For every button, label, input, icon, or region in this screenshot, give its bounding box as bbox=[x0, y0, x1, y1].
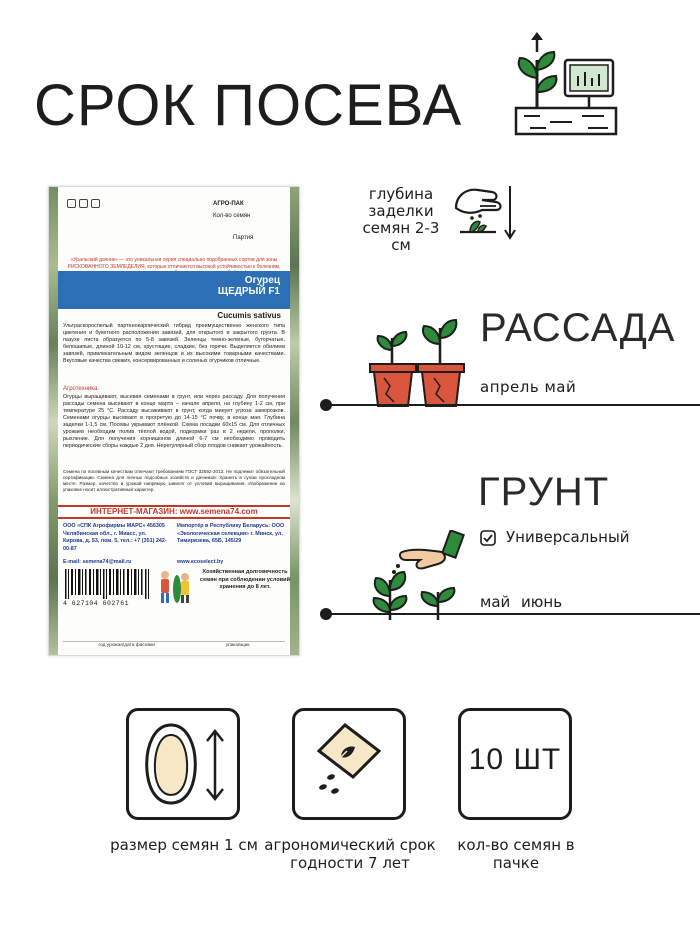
seed-count-caption: кол-во семян в пачке bbox=[457, 836, 575, 872]
packet-shop-link: ИНТЕРНЕТ-МАГАЗИН: www.semena74.com bbox=[58, 505, 290, 519]
packet-standard: Семена по посевным качествам отвечают требованиям ГОСТ 32592-2013. Не подлежит обязательной сертификации. Семена для личных подсобных хозяйств и дачников. Хранить в сухом прохладном месте. Размер, качество и урожай напрямую зависят от условий выращивания. Изображение на упаковке носит иллюстративный характер. bbox=[63, 469, 285, 492]
shelf-life-card bbox=[292, 708, 406, 820]
hand-planting-icon bbox=[368, 530, 466, 622]
timeline-dot bbox=[320, 399, 332, 411]
grunt-months: май июнь bbox=[480, 593, 563, 611]
packet-count-label: Кол-во семян bbox=[213, 213, 251, 219]
packet-barcode-number: 4 627104 602761 bbox=[63, 600, 130, 607]
packet-intro: «Уральский дачник» — это уникальная серия специально подобранных сортов для зоны РИСКОВАННОГО ЗЕМЛЕДЕЛИЯ, которые отличаются высокой устойчивостью к болезням, bbox=[67, 257, 281, 270]
packet-recycle-icons bbox=[67, 199, 100, 208]
packet-name-line2: ЩЕДРЫЙ F1 bbox=[217, 286, 280, 297]
seed-count-card bbox=[458, 708, 572, 820]
rassada-months: апрель май bbox=[480, 378, 577, 396]
packet-agro-text: Огурцы выращивают, высевая семенами в грунт, или через рассаду. Для получения рассады семена высевают в конце марта – начале апреля, на глубину 1-2 см, при температуре 25 °С. Рассаду высаживают в грунт, когда минует угроза заморозков. Семенами огурцы высевают в прогретую до 14-15 °С почву, в конце мая. Глубина заделки 1-1,5 см. Посевы укрывают плёнкой. Схема посадки 60х15 см. Для отличных урожаев необходим полив тёплой водой, подкормки раз в 2 недели, прополки, рыхление. Для получения корнишонов длиной 6-7 см необходимо проводить периодические сборы каждые 2 дня. Нерегулярный сбор плодов снижает урожайность. bbox=[63, 394, 285, 449]
packet-address-right: Импортёр в Республику Беларусь: ООО «Экологическая селекция» г. Минск, ул. Тимирязева, 65Б, 145/29 bbox=[177, 523, 285, 544]
packet-header bbox=[63, 195, 285, 255]
sowing-time-hero-icon bbox=[510, 30, 625, 140]
rassada-timeline bbox=[326, 404, 700, 406]
hand-seed-depth-icon bbox=[452, 178, 518, 248]
seed-size-card bbox=[126, 708, 240, 820]
packet-latin-name: Cucumis sativus bbox=[217, 311, 281, 320]
barcode-icon bbox=[63, 569, 151, 599]
seed-size-caption: размер семян 1 см bbox=[110, 836, 258, 854]
seed-size-icon bbox=[129, 711, 237, 817]
packet-footer bbox=[63, 641, 285, 648]
seed-count-value: 10 ШТ bbox=[468, 743, 562, 776]
packet-web: www.ecoselect.by bbox=[177, 559, 224, 565]
packet-brand: АГРО-ПАК bbox=[213, 201, 244, 207]
packet-address-left: ООО «СПК Агрофирмы МАРС» 456305 Челябинская обл., г. Миасс, ул. Кирова, д. 53, пом. 5, тел.: +7 (351) 242-00-87 bbox=[63, 523, 167, 552]
check-icon bbox=[480, 530, 496, 546]
packet-foot-left: год урожая/дата фасовки bbox=[98, 643, 155, 648]
sowing-depth-label: глубина заделки семян 2-3 см bbox=[362, 185, 440, 254]
shelf-life-caption: агрономический срок годности 7 лет bbox=[264, 836, 436, 872]
timeline-dot bbox=[320, 608, 332, 620]
packet-guarantee: Хозяйственная долговечность семян при соблюдении условий хранения до 8 лет. bbox=[199, 569, 291, 590]
rassada-title: РАССАДА bbox=[480, 306, 676, 350]
packet-foot-right: упаковщик bbox=[225, 643, 250, 648]
seed-packet-icon bbox=[295, 711, 403, 817]
packet-agro-title: Агротехника. bbox=[63, 386, 100, 392]
packet-description: Ультраскороспелый партенокарпический гибрид преимущественно женского типа цветения и букетного расположения завязей, для открытого и закрытого грунта. В пазухе листа образуется по 5-8 завязей. Зеленцы темно-зеленые, бугорчатые, белошипые, длиной 10-12 см, хрустящие, сладкие, без горечи. Выделяется обилием завязей, привлекательным видом зеленцов и их высокими товарными качествами. Вкусовые качества свежих, консервированных и соленых огурчиков отличные. bbox=[63, 323, 285, 364]
packet-email: E-mail: semena74@mail.ru bbox=[63, 559, 132, 565]
soil-type: Универсальный bbox=[506, 528, 630, 546]
kids-cucumber-illustration bbox=[153, 567, 193, 607]
packet-name-line1: Огурец bbox=[244, 275, 280, 286]
page-title: СРОК ПОСЕВА bbox=[34, 73, 463, 138]
packet-party-label: Партия bbox=[233, 235, 254, 241]
grunt-title: ГРУНТ bbox=[478, 470, 610, 514]
packet-name-band bbox=[58, 271, 290, 309]
packet-leaf-border-left bbox=[49, 187, 58, 656]
seedling-pots-icon bbox=[368, 316, 474, 408]
grunt-timeline bbox=[326, 613, 700, 615]
seed-packet-back bbox=[48, 186, 300, 656]
